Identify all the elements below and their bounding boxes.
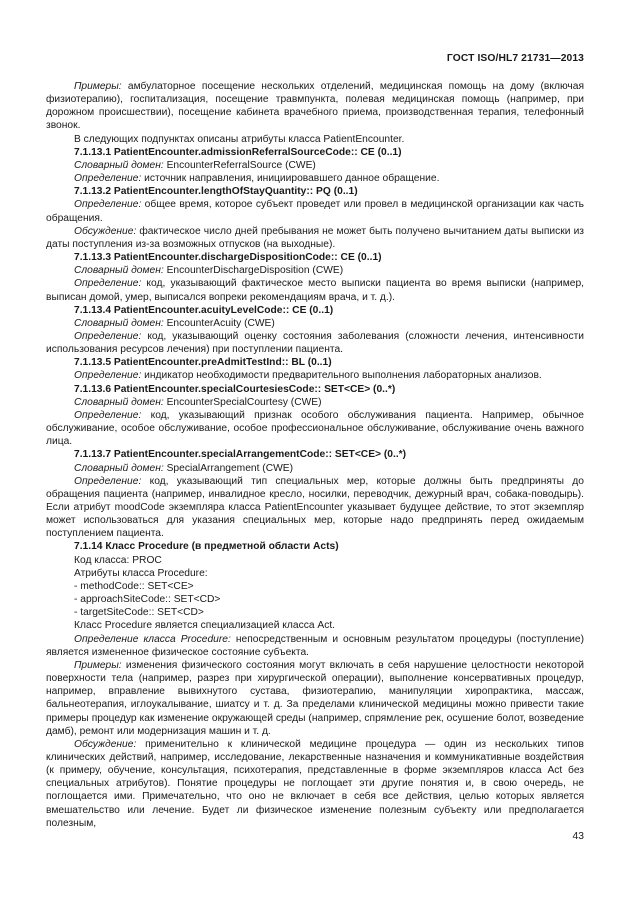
text-domain: SpecialArrangement (CWE) [163, 462, 294, 474]
heading-7-1-13-1: 7.1.13.1 PatientEncounter.admissionReferralSourceCode:: CE (0..1) [74, 146, 402, 158]
label-domain: Словарный домен: [74, 462, 164, 474]
heading-7-1-13-2: 7.1.13.2 PatientEncounter.lengthOfStayQuantity:: PQ (0..1) [74, 186, 358, 198]
paragraph-definition-6 [46, 409, 584, 448]
label-examples: Примеры: [74, 659, 122, 671]
label-definition: Определение: [74, 173, 142, 185]
paragraph-procedure-examples [46, 659, 584, 738]
paragraph-definition-7 [46, 475, 584, 541]
paragraph-domain-7 [46, 462, 584, 475]
heading-7-1-13-3: 7.1.13.3 PatientEncounter.dischargeDispositionCode:: CE (0..1) [74, 252, 382, 264]
paragraph-procedure-discussion [46, 738, 584, 830]
label-definition: Определение: [74, 409, 142, 421]
text-class-definition: непосредственным и основным результатом процедуры (поступление) является измененное физическое состояние субъекта. [46, 633, 584, 658]
paragraph-discussion-2 [46, 225, 584, 251]
paragraph-definition-2 [46, 198, 584, 224]
label-definition: Определение: [74, 330, 142, 342]
document-body [46, 80, 584, 830]
paragraph-specialization: Класс Procedure является специализацией класса Act. [74, 620, 336, 632]
text-domain: EncounterReferralSource (CWE) [163, 159, 316, 171]
text-definition: код, указывающий тип специальных мер, которые должны быть предприняты до обращения пациента (например, инвалидное кресло, носилки, переводчик, дежурный врач, собака-поводырь). Если атрибут moodCode экземпляра класса PatientEncounter указывает будущее действие, то этот экземпляр может использоваться для указания специальных мер, которые надо предпринять перед ожидаемым поступлением пациента. [46, 475, 584, 540]
text-definition: общее время, которое субъект проведет или провел в медицинской организации как часть обращения. [46, 199, 584, 224]
paragraph-class-definition [46, 633, 584, 659]
heading-7-1-14: 7.1.14 Класс Procedure (в предметной области Acts) [74, 541, 339, 553]
paragraph-definition-5 [46, 369, 584, 382]
text-discussion: применительно к клинической медицине процедура — один из нескольких типов клинических действий, например, исследование, лекарственные назначения и коммуникативные воздействия (к примеру, обучение, консультация, психотерапия, представленные в форме экземпляров класса Act без специальных атрибутов). Понятие процедуры не поглощает эти другие понятия и, в свою очередь, не поглощается ими. Примечательно, что оно не включает в себя все действия, целью которых является вмешательство или лечение. Будет ли физическое изменение полезным субъекту или предполагается полезным, [46, 738, 584, 829]
label-domain: Словарный домен: [74, 265, 164, 277]
text-domain: EncounterDischargeDisposition (CWE) [163, 265, 344, 277]
label-discussion: Обсуждение: [74, 225, 137, 237]
label-discussion: Обсуждение: [74, 738, 137, 750]
text-discussion: фактическое число дней пребывания не может быть получено вычитанием даты выписки из даты поступления из-за возможных отпусков (на выходные). [46, 225, 584, 250]
label-examples: Примеры: [74, 81, 122, 92]
text-domain: EncounterAcuity (CWE) [163, 317, 275, 329]
heading-7-1-13-7: 7.1.13.7 PatientEncounter.specialArrangementCode:: SET<CE> (0..*) [74, 449, 407, 461]
document-header: ГОСТ ISO/HL7 21731—2013 [446, 53, 584, 64]
paragraph-domain-4 [46, 317, 584, 330]
text-examples: изменения физического состояния могут включать в себя нарушение целостности некоторой поверхности тела (например, разрез при хирургической операции), выполнение консервативных процедур, например, вправление вывихнутого сустава, физиотерапию, манипуляции хиропрактика, массаж, бальнеотерапия, иглоукалывание, шиатсу и т. д. За пределами клинической медицины можно привести такие примеры процедур как изменение окружающей среды (например, спрямление рек, осушение болот, возведение дамб), ремонт или модернизация машин и т. д. [46, 659, 584, 737]
paragraph-definition-3 [46, 277, 584, 303]
paragraph-domain-6 [46, 396, 584, 409]
text-definition: код, указывающий фактическое место выписки пациента во время выписки (например, выписан домой, умер, выписался вопреки рекомендациям врача, и т. д.). [46, 278, 584, 303]
attribute-item: - methodCode:: SET<CE> [74, 580, 194, 592]
paragraph-attrs-intro: Атрибуты класса Procedure: [74, 567, 208, 579]
label-definition: Определение: [74, 199, 142, 211]
heading-7-1-13-6: 7.1.13.6 PatientEncounter.specialCourtesiesCode:: SET<CE> (0..*) [74, 383, 396, 395]
label-definition: Определение: [74, 475, 142, 487]
paragraph-domain-3 [46, 264, 584, 277]
text-domain: EncounterSpecialCourtesy (CWE) [163, 396, 322, 408]
paragraph-examples [46, 80, 584, 133]
text-examples: амбулаторное посещение нескольких отделений, медицинская помощь на дому (включая физиотерапию), госпитализация, посещение травмпункта, полевая медицинская помощь (например, при дорожном происшествии), посещение кабинета врачебного приема, производственная терапия, телефонный звонок. [46, 81, 584, 132]
paragraph-domain-1 [46, 159, 584, 172]
paragraph-definition-1 [46, 172, 584, 185]
page-number: 43 [572, 831, 584, 842]
label-domain: Словарный домен: [74, 396, 164, 408]
label-domain: Словарный домен: [74, 159, 164, 171]
heading-7-1-13-4: 7.1.13.4 PatientEncounter.acuityLevelCode:: CE (0..1) [74, 304, 334, 316]
label-definition: Определение: [74, 278, 142, 290]
heading-7-1-13-5: 7.1.13.5 PatientEncounter.preAdmitTestInd:: BL (0..1) [74, 357, 332, 369]
label-definition: Определение: [74, 370, 142, 382]
attribute-item: - targetSiteCode:: SET<CD> [74, 607, 204, 619]
label-domain: Словарный домен: [74, 317, 164, 329]
text-definition: код, указывающий оценку состояния заболевания (сложности лечения, интенсивности использования ресурсов лечения) при поступлении пациента. [46, 330, 584, 356]
paragraph-class-code: Код класса: PROC [74, 554, 162, 566]
text-definition: индикатор необходимости предварительного выполнения лабораторных анализов. [141, 370, 542, 382]
text-definition: источник направления, инициировавшего данное обращение. [141, 173, 440, 185]
paragraph-definition-4 [46, 330, 584, 356]
attribute-item: - approachSiteCode:: SET<CD> [74, 594, 221, 606]
text-definition: код, указывающий признак особого обслуживания пациента. Например, обычное обслуживание, особое обслуживание, особое профессиональное обслуживание, обслуживание очень важного лица. [46, 409, 584, 448]
paragraph-intro: В следующих подпунктах описаны атрибуты класса PatientEncounter. [74, 133, 405, 145]
label-class-definition: Определение класса Procedure: [74, 633, 231, 645]
